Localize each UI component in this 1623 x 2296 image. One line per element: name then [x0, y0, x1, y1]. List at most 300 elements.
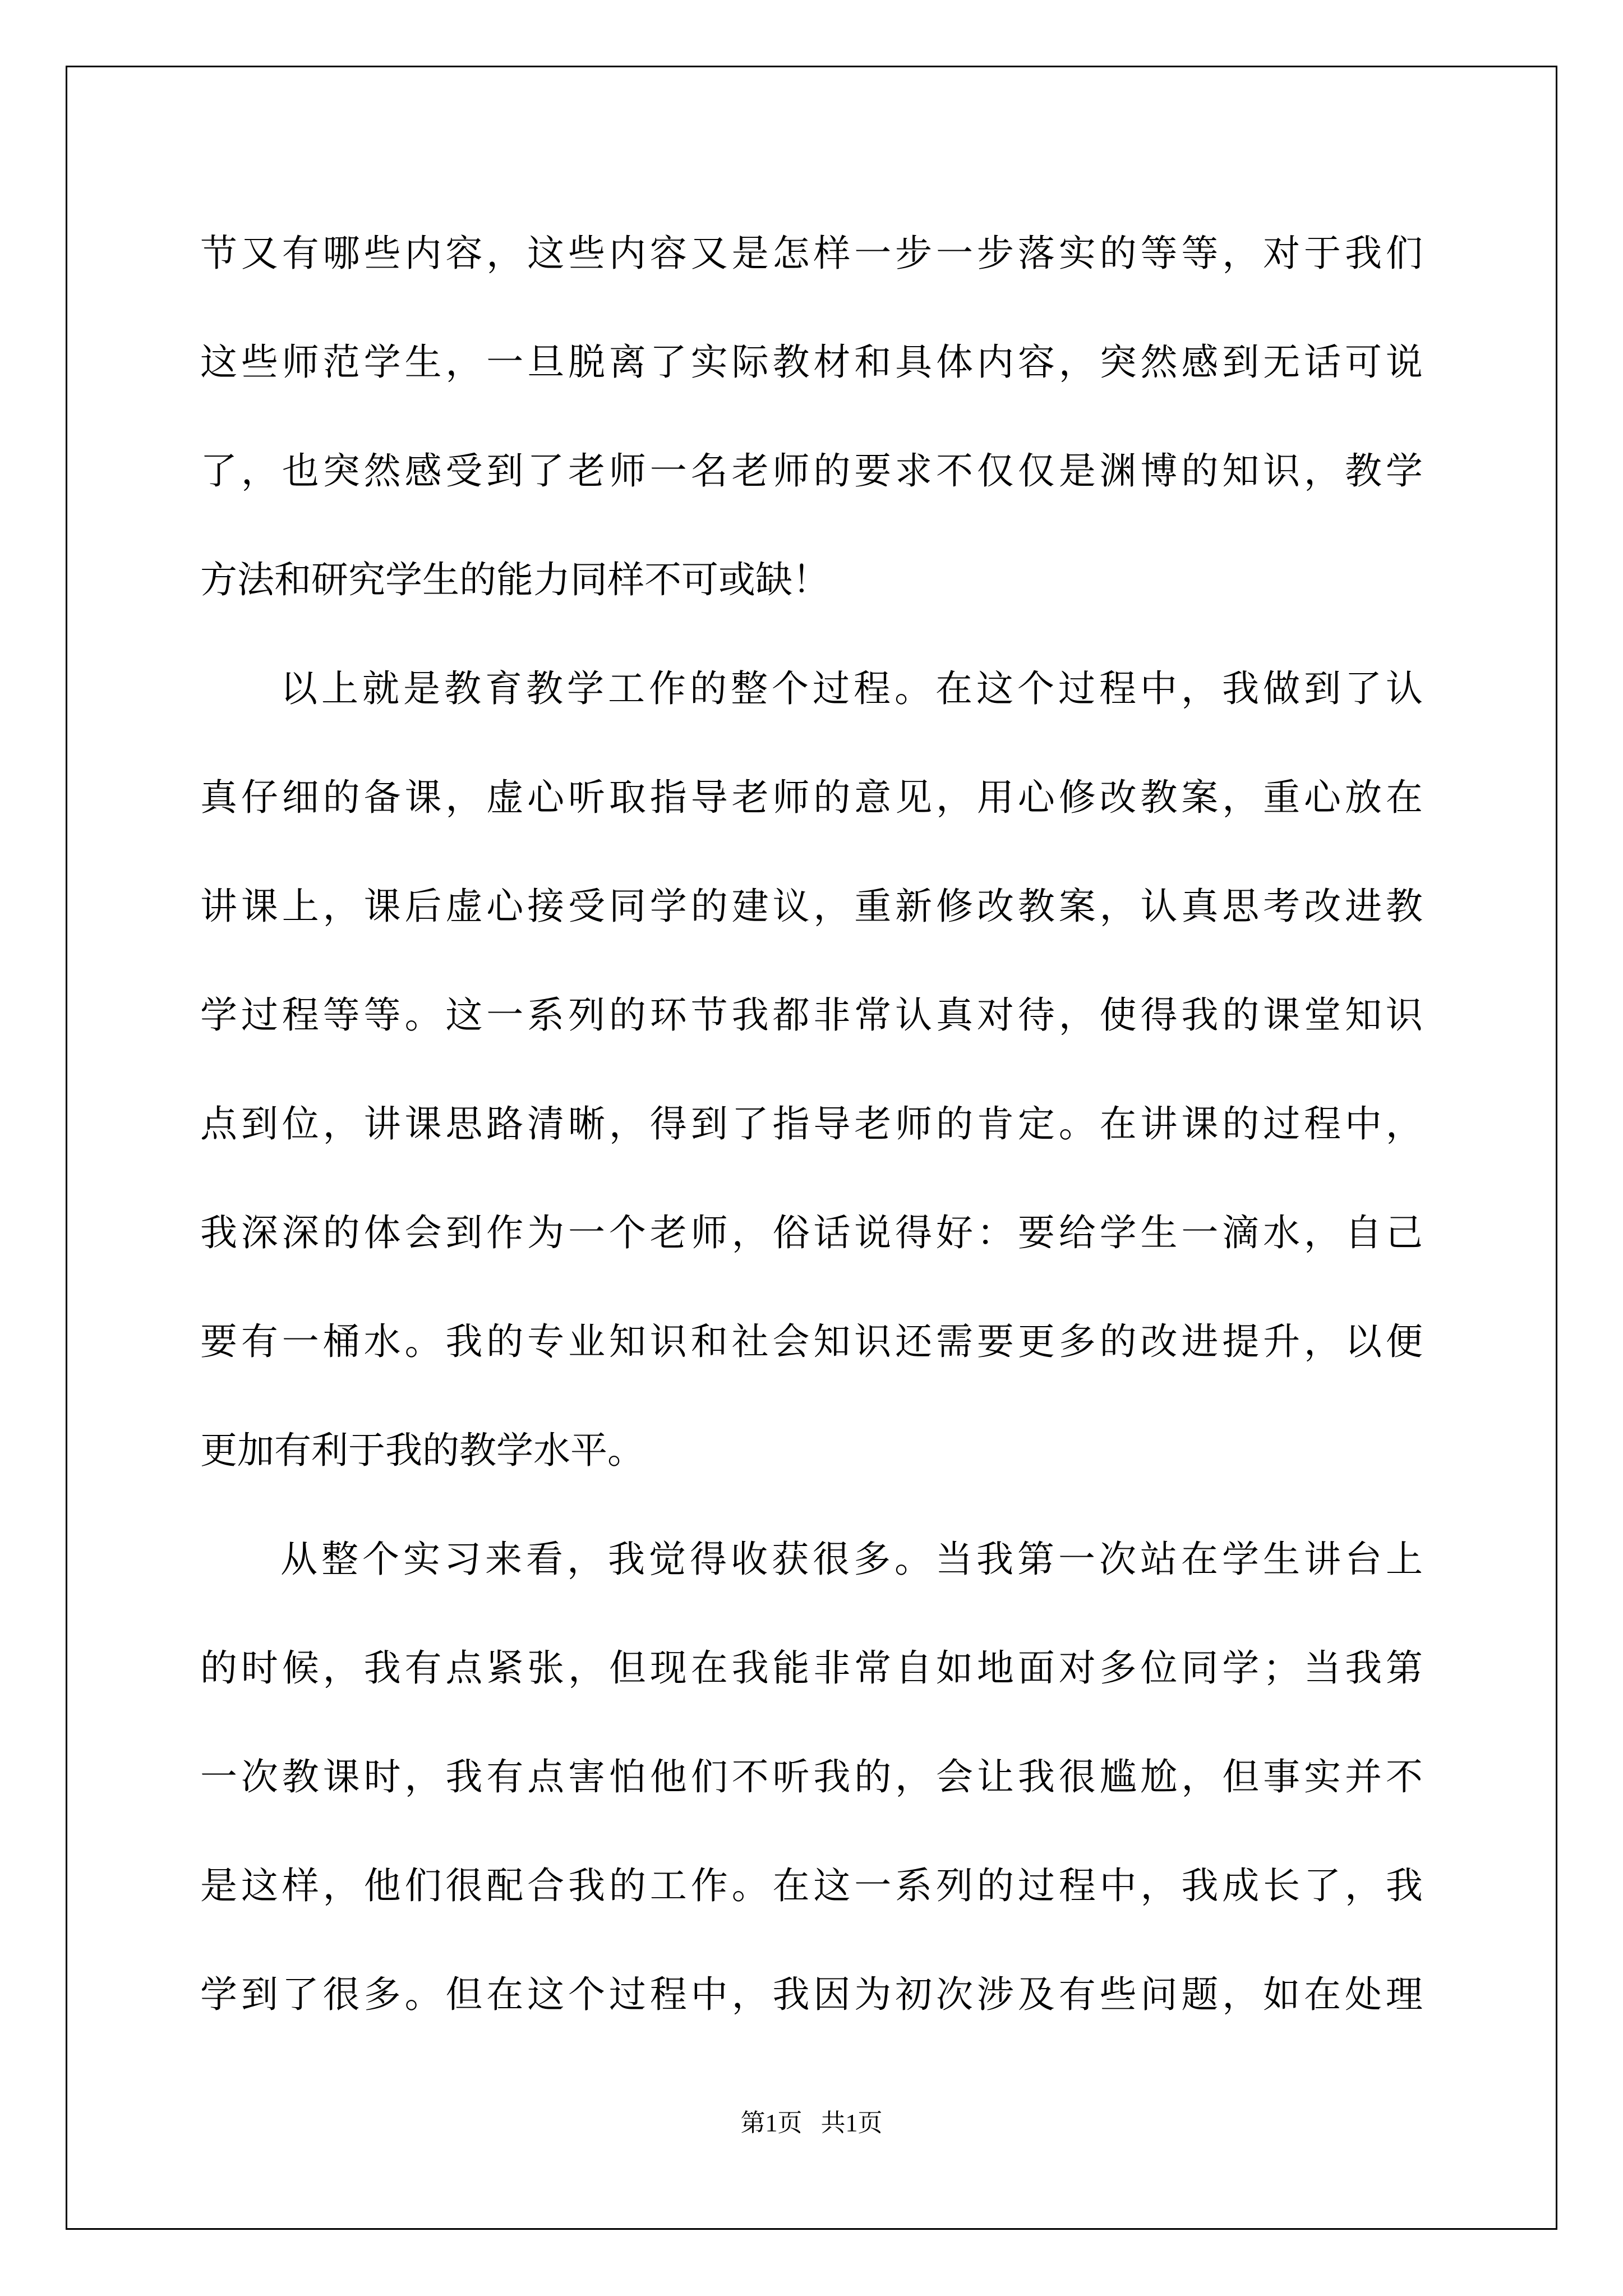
text-char: 们 [690, 1755, 728, 1798]
text-char: 的 [936, 1102, 974, 1145]
text-char: 讲 [1304, 1538, 1341, 1581]
text-char: 不 [1385, 1755, 1423, 1798]
text-char: 到 [486, 449, 524, 493]
text-char: ， [936, 776, 974, 819]
text-char: 同 [608, 885, 646, 928]
text-char: 己 [1385, 1211, 1423, 1254]
text-char: 不 [731, 1755, 769, 1798]
text-char: ， [445, 341, 483, 384]
text-char: 内 [976, 341, 1014, 384]
text-char: 一 [486, 993, 524, 1037]
text-char: 学 [1099, 1211, 1137, 1254]
text-char: 学 [200, 993, 237, 1037]
text-char: 实 [1058, 232, 1096, 275]
text-char: 时 [241, 1646, 278, 1690]
text-char: 可 [1344, 341, 1382, 384]
text-char: 配 [486, 1864, 524, 1907]
text-char: 教 [1385, 885, 1423, 928]
text-char: 在 [690, 1646, 728, 1690]
text-char: 个 [568, 1973, 606, 2016]
text-char: 很 [1058, 1755, 1096, 1798]
text-char: 的 [1222, 1102, 1260, 1145]
text-char: 得 [895, 1211, 933, 1254]
text-char: 具 [895, 341, 933, 384]
text-char: ， [1222, 1973, 1260, 2016]
text-char: 现 [649, 1646, 687, 1690]
text-char: 我 [608, 1538, 645, 1581]
text-char: 。 [731, 1864, 769, 1907]
text-char: 中 [1099, 1864, 1137, 1907]
text-char: 等 [1140, 232, 1178, 275]
text-char: 体 [363, 1211, 401, 1254]
text-char: 有 [404, 1646, 442, 1690]
text-char: 学 [363, 341, 401, 384]
text-char: 知 [813, 1320, 851, 1363]
text-char: 及 [1017, 1973, 1055, 2016]
text-char: 点 [200, 1102, 237, 1145]
text-char: ， [322, 1864, 360, 1907]
text-char: 学 [567, 667, 604, 710]
text-char: 是 [731, 232, 769, 275]
text-char: 的 [322, 776, 360, 819]
text-char: 怎 [772, 232, 810, 275]
text-char: 得 [690, 1538, 727, 1581]
text-char: 点 [445, 1646, 483, 1690]
text-char: 列 [568, 993, 606, 1037]
text-char: 细 [282, 776, 319, 819]
text-char: 虚 [445, 885, 483, 928]
text-char: 中 [690, 1973, 728, 2016]
text-char: 我 [1344, 1646, 1382, 1690]
text-char: 师 [282, 341, 319, 384]
text-char: 议 [772, 885, 810, 928]
text-char: 真 [936, 993, 974, 1037]
text-char: 他 [363, 1864, 401, 1907]
text-char: 深 [241, 1211, 278, 1254]
text-char: 要 [1017, 1211, 1055, 1254]
text-char: 在 [1304, 1973, 1341, 2016]
text-char: 待 [1017, 993, 1055, 1037]
text-char: 会 [936, 1755, 974, 1798]
page-number: 第1页 共1页 [740, 2109, 883, 2137]
text-char: 认 [1140, 885, 1178, 928]
text-char: 然 [1140, 341, 1178, 384]
text-char: 际 [731, 341, 769, 384]
text-char: 多 [363, 1973, 401, 2016]
text-char: 案 [1058, 885, 1096, 928]
text-char: 我 [772, 1973, 810, 2016]
text-char: 课 [241, 885, 278, 928]
text-char: 老 [649, 1211, 687, 1254]
text-char: 水 [363, 1320, 401, 1363]
text-char: 一 [1181, 1211, 1219, 1254]
text-char: 在 [1385, 776, 1423, 819]
text-char: 我 [445, 1755, 483, 1798]
text-char: 路 [486, 1102, 524, 1145]
text-char: ： [976, 1211, 1014, 1254]
text-char: 课 [404, 1102, 442, 1145]
text-char: 要 [200, 1320, 237, 1363]
text-char: 对 [1263, 232, 1301, 275]
text-char: 得 [1140, 993, 1178, 1037]
text-char: 讲 [1140, 1102, 1178, 1145]
text-char: 容 [445, 232, 483, 275]
text-char: 紧 [486, 1646, 524, 1690]
text-char: ， [445, 776, 483, 819]
text-char: 的 [813, 449, 851, 493]
text-char: 很 [445, 1864, 483, 1907]
text-char: 水 [1263, 1211, 1301, 1254]
text-char: 识 [1385, 993, 1423, 1037]
text-char: 识 [649, 1320, 687, 1363]
text-char: ， [608, 1102, 646, 1145]
text-char: 升 [1263, 1320, 1301, 1363]
text-char: 给 [1058, 1211, 1096, 1254]
text-char: 仔 [241, 776, 278, 819]
text-char: ， [1140, 1864, 1178, 1907]
text-char: 次 [1099, 1538, 1136, 1581]
text-char: 一 [1058, 1538, 1095, 1581]
text-char: 但 [1222, 1755, 1260, 1798]
text-char: 觉 [649, 1538, 686, 1581]
text-char: 滴 [1222, 1211, 1260, 1254]
text-char: ， [813, 885, 851, 928]
text-char: 心 [486, 885, 524, 928]
text-char: 上 [321, 667, 358, 710]
text-char: ， [1304, 1211, 1341, 1254]
text-char: 讲 [363, 1102, 401, 1145]
text-char: 哪 [322, 232, 360, 275]
text-char: 进 [1181, 1320, 1219, 1363]
text-char: ， [322, 885, 360, 928]
text-char: 但 [608, 1646, 646, 1690]
text-char: 改 [1099, 776, 1137, 819]
text-char: 这 [200, 341, 237, 384]
text-char: 次 [241, 1755, 278, 1798]
text-char: 有 [241, 1320, 278, 1363]
text-char: 落 [1017, 232, 1055, 275]
text-char: 我 [1222, 667, 1259, 710]
text-char: 站 [1140, 1538, 1177, 1581]
text-char: ， [1304, 449, 1341, 493]
text-char: 在 [486, 1973, 524, 2016]
text-char: 进 [1344, 885, 1382, 928]
text-line [200, 1179, 1423, 1287]
text-char: 考 [1263, 885, 1301, 928]
text-char: 个 [772, 667, 809, 710]
text-line [200, 1396, 1423, 1505]
text-char: 教 [282, 1755, 319, 1798]
text-char: 课 [1263, 993, 1301, 1037]
text-char: 用 [976, 776, 1014, 819]
text-char: 都 [772, 993, 810, 1037]
text-char: ， [1058, 993, 1096, 1037]
text-char: 过 [608, 1973, 646, 2016]
text-char: 需 [936, 1320, 974, 1363]
text-char: 桶 [322, 1320, 360, 1363]
text-char: 教 [1017, 885, 1055, 928]
text-char: 一 [854, 232, 892, 275]
text-char: 程 [1304, 1102, 1341, 1145]
text-char: 是 [200, 1864, 237, 1907]
text-char: 多 [1099, 1646, 1137, 1690]
text-char: 等 [1181, 232, 1219, 275]
text-char: ， [322, 1646, 360, 1690]
text-char: 为 [527, 1211, 565, 1254]
text-char: 。 [895, 667, 932, 710]
text-char: 非 [813, 993, 851, 1037]
text-char: 作 [486, 1211, 524, 1254]
text-char: 涉 [976, 1973, 1014, 2016]
text-char: 育 [485, 667, 522, 710]
text-char: 后 [404, 885, 442, 928]
text-char: ， [731, 1973, 769, 2016]
text-char: 让 [976, 1755, 1014, 1798]
text-char: 的 [486, 1320, 524, 1363]
text-char: 当 [1304, 1646, 1341, 1690]
text-char: 知 [1344, 993, 1382, 1037]
text-char: 程 [1058, 1864, 1096, 1907]
text-char: 话 [813, 1211, 851, 1254]
text-char: 到 [241, 1973, 278, 2016]
text-line [200, 961, 1423, 1070]
text-char: 识 [1263, 449, 1301, 493]
text-line [200, 1070, 1423, 1179]
text-char: ， [1058, 341, 1096, 384]
text-char: 范 [322, 341, 360, 384]
text-char: 到 [241, 1102, 278, 1145]
text-char: 学 [1385, 449, 1423, 493]
text-char: 我 [200, 1211, 237, 1254]
text-char: 步 [895, 232, 933, 275]
text-char: 这 [445, 993, 483, 1037]
text-char: 然 [363, 449, 401, 493]
text-char: 。 [404, 1320, 442, 1363]
text-char: 还 [895, 1320, 933, 1363]
text-char: 。 [404, 1973, 442, 2016]
text-char: 学 [1222, 1538, 1259, 1581]
text-char: 导 [813, 1102, 851, 1145]
text-char: 我 [1385, 1864, 1423, 1907]
text-char: 到 [1222, 341, 1260, 384]
text-char: 作 [690, 1864, 728, 1907]
text-char: 以 [1344, 1320, 1382, 1363]
text-char: 教 [772, 341, 810, 384]
text-char: 说 [854, 1211, 892, 1254]
text-char: 的 [854, 1755, 892, 1798]
text-char: 又 [241, 232, 278, 275]
text-char: 有 [1058, 1973, 1096, 2016]
text-char: 的 [608, 993, 646, 1037]
text-char: 个 [608, 1211, 646, 1254]
text-char: 在 [1181, 1538, 1218, 1581]
text-line-content: 方法和研究学生的能力同样不可或缺！ [200, 558, 829, 601]
text-char: 实 [403, 1538, 440, 1581]
text-char: 面 [1017, 1646, 1055, 1690]
text-char: 程 [854, 667, 891, 710]
text-char: 和 [690, 1320, 728, 1363]
text-char: 我 [976, 1538, 1013, 1581]
text-char: 当 [935, 1538, 972, 1581]
text-char: ， [1304, 1320, 1341, 1363]
text-char: 了 [282, 1973, 319, 2016]
text-char: 张 [527, 1646, 565, 1690]
text-char: 程 [649, 1973, 687, 2016]
text-char: 俗 [772, 1211, 810, 1254]
text-char: 这 [241, 1864, 278, 1907]
text-char: 清 [527, 1102, 565, 1145]
text-char: 使 [1099, 993, 1137, 1037]
text-char: 的 [1099, 232, 1137, 275]
text-char: 些 [568, 232, 606, 275]
text-char: ， [1385, 1102, 1423, 1145]
text-char: 社 [731, 1320, 769, 1363]
text-char: 心 [527, 776, 565, 819]
text-char: 了 [649, 341, 687, 384]
text-char: 不 [936, 449, 974, 493]
text-char: 台 [1345, 1538, 1382, 1581]
text-char: 我 [731, 1646, 769, 1690]
text-char: 真 [200, 776, 237, 819]
text-char: 了 [1304, 1864, 1341, 1907]
text-char: 整 [321, 1538, 358, 1581]
text-char: 一 [282, 1320, 319, 1363]
text-line [200, 1614, 1423, 1723]
text-char: 非 [813, 1646, 851, 1690]
text-char: 便 [1385, 1320, 1423, 1363]
text-char: 是 [403, 667, 440, 710]
text-char: 节 [200, 232, 237, 275]
text-char: 心 [1304, 776, 1341, 819]
text-char: 无 [1263, 341, 1301, 384]
text-char: 害 [568, 1755, 606, 1798]
text-char: 突 [1099, 341, 1137, 384]
text-char: ， [1222, 776, 1260, 819]
text-char: ， [1181, 667, 1218, 710]
text-char: 常 [854, 1646, 892, 1690]
text-char: ， [1344, 1864, 1382, 1907]
text-char: 环 [649, 993, 687, 1037]
text-char: 样 [282, 1864, 319, 1907]
text-line [200, 1832, 1423, 1940]
text-char: 师 [772, 776, 810, 819]
text-char: ， [567, 1538, 604, 1581]
text-char: 等 [363, 993, 401, 1037]
text-char: 师 [690, 1211, 728, 1254]
text-char: 很 [813, 1538, 850, 1581]
text-char: ， [404, 1755, 442, 1798]
text-char: 。 [1058, 1102, 1096, 1145]
text-char: 又 [690, 232, 728, 275]
text-char: 就 [362, 667, 399, 710]
text-line [200, 417, 1423, 526]
text-char: 建 [731, 885, 769, 928]
text-char: 个 [362, 1538, 399, 1581]
text-char: 话 [1304, 341, 1341, 384]
text-char: 老 [731, 449, 769, 493]
text-char: 获 [772, 1538, 809, 1581]
text-char: 。 [895, 1538, 932, 1581]
text-char: 对 [1058, 1646, 1096, 1690]
text-char: 教 [1140, 776, 1178, 819]
text-char: 我 [568, 1864, 606, 1907]
text-char: 地 [976, 1646, 1014, 1690]
text-char: 学 [1222, 1646, 1260, 1690]
text-char: 自 [895, 1646, 933, 1690]
text-char: 看 [526, 1538, 563, 1581]
text-char: 的 [322, 1211, 360, 1254]
text-char: 处 [1344, 1973, 1382, 2016]
text-line [200, 852, 1423, 961]
text-char: 改 [976, 885, 1014, 928]
text-char: 我 [363, 1646, 401, 1690]
text-char: 并 [1344, 1755, 1382, 1798]
text-char: 过 [1058, 667, 1095, 710]
text-char: ， [568, 1646, 606, 1690]
text-char: 肯 [976, 1102, 1014, 1145]
text-char: 接 [527, 885, 565, 928]
text-line [200, 1940, 1423, 2049]
text-char: 等 [322, 993, 360, 1037]
text-char: ， [486, 232, 524, 275]
text-char: 课 [363, 885, 401, 928]
text-char: 的 [1222, 993, 1260, 1037]
text-char: 名 [690, 449, 728, 493]
text-char: 初 [895, 1973, 933, 2016]
text-char: 和 [854, 341, 892, 384]
text-char: 听 [568, 776, 606, 819]
text-char: 因 [813, 1973, 851, 2016]
text-char: 要 [976, 1320, 1014, 1363]
text-line-content: 更加有利于我的教学水平。 [200, 1429, 644, 1472]
text-char: 理 [1385, 1973, 1423, 2016]
text-line [200, 743, 1423, 852]
text-char: 到 [1304, 667, 1341, 710]
text-char: 老 [854, 1102, 892, 1145]
text-char: 这 [813, 1864, 851, 1907]
text-char: 修 [936, 885, 974, 928]
text-char: 指 [772, 1102, 810, 1145]
text-char: ， [1222, 232, 1260, 275]
text-char: 受 [445, 449, 483, 493]
text-char: 生 [1263, 1538, 1300, 1581]
text-char: 体 [936, 341, 974, 384]
text-char: 的 [200, 1646, 237, 1690]
text-char: 师 [608, 449, 646, 493]
text-char: 时 [363, 1755, 401, 1798]
text-char: 重 [1263, 776, 1301, 819]
text-char: 自 [1344, 1211, 1382, 1254]
text-line [200, 199, 1423, 308]
text-char: 我 [731, 993, 769, 1037]
text-char: 我 [1017, 1755, 1055, 1798]
text-char: 们 [404, 1864, 442, 1907]
text-char: 些 [1099, 1973, 1137, 2016]
paragraph [200, 634, 1423, 1505]
text-char: 深 [282, 1211, 319, 1254]
text-char: 是 [1058, 449, 1096, 493]
text-char: 更 [1017, 1320, 1055, 1363]
text-char: 导 [690, 776, 728, 819]
text-char: 改 [1304, 885, 1341, 928]
text-char: 脱 [568, 341, 606, 384]
text-char: 会 [404, 1211, 442, 1254]
text-char: 一 [200, 1755, 237, 1798]
text-char: 上 [282, 885, 319, 928]
text-char: 我 [1344, 232, 1382, 275]
text-char: 的 [690, 667, 727, 710]
text-char: 工 [608, 667, 645, 710]
